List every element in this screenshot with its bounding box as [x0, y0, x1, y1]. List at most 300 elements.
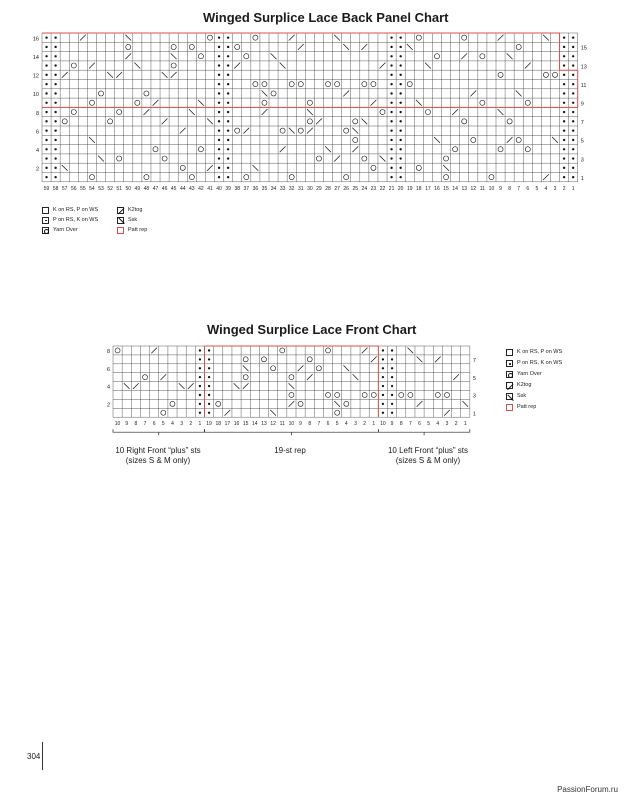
purl-stitch — [208, 394, 210, 396]
stitch-number: 52 — [107, 185, 113, 192]
stitch-number: 58 — [52, 185, 59, 192]
row-number-left: 2 — [35, 166, 39, 173]
yarn-over-stitch — [307, 357, 312, 362]
ssk-symbol-icon — [506, 393, 513, 400]
purl-stitch — [390, 176, 392, 178]
right-front-brace — [113, 429, 205, 432]
purl-stitch — [218, 157, 220, 159]
purl-stitch — [208, 403, 210, 405]
purl-stitch — [218, 111, 220, 113]
purl-stitch — [54, 102, 56, 104]
stitch-number: 2 — [189, 421, 193, 428]
ssk-stitch — [408, 348, 414, 354]
yarn-over-stitch — [435, 392, 440, 397]
stitch-number: 11 — [279, 421, 285, 428]
front-chart-title: Winged Surplice Lace Front Chart — [207, 322, 417, 337]
stitch-number: 15 — [242, 421, 249, 428]
yarn-over-stitch — [380, 110, 385, 115]
yarn-over-stitch — [307, 119, 312, 124]
row-number-left: 8 — [35, 110, 39, 117]
row-number-left: 6 — [35, 129, 39, 136]
k2tog-stitch — [262, 109, 268, 115]
k2tog-stitch — [543, 174, 549, 180]
yarn-over-stitch — [244, 54, 249, 59]
stitch-number: 17 — [224, 421, 231, 428]
purl-stitch — [390, 157, 392, 159]
purl-stitch — [572, 129, 574, 131]
ssk-stitch — [179, 383, 185, 389]
purl-stitch — [382, 349, 384, 351]
purl-stitch — [199, 394, 201, 396]
stitch-number: 31 — [297, 185, 304, 192]
stitch-number: 32 — [288, 185, 295, 192]
stitch-number: 28 — [325, 185, 331, 192]
stitch-number: 5 — [535, 185, 539, 192]
purl-stitch — [391, 403, 393, 405]
yarn-over-stitch — [289, 175, 294, 180]
stitch-number: 1 — [463, 421, 467, 428]
purl-stitch — [45, 139, 47, 141]
purl-stitch — [54, 83, 56, 85]
stitch-number: 56 — [70, 185, 77, 192]
ssk-stitch — [234, 383, 240, 389]
ssk-stitch — [325, 146, 331, 152]
ssk-stitch — [353, 374, 359, 380]
yarn-over-stitch — [498, 72, 503, 77]
yarn-over-stitch — [62, 119, 67, 124]
ssk-stitch — [425, 63, 431, 69]
purl-stitch — [227, 176, 229, 178]
k2tog-stitch — [452, 109, 458, 115]
front-legend — [506, 347, 562, 413]
purl-stitch — [572, 83, 574, 85]
k2tog-stitch — [289, 401, 295, 407]
stitch-number: 39 — [225, 185, 231, 192]
purl-stitch — [563, 83, 565, 85]
stitch-number: 6 — [418, 421, 421, 428]
yarn-over-stitch — [262, 82, 267, 87]
row-number-right: 7 — [472, 358, 476, 365]
k2tog-stitch — [144, 109, 150, 115]
purl-stitch — [45, 83, 47, 85]
yarn-over-symbol-icon — [506, 371, 513, 378]
purl-stitch — [563, 129, 565, 131]
legend-item-ssk: Ssk — [506, 391, 562, 402]
stitch-number: 10 — [380, 421, 386, 428]
purl-stitch — [563, 139, 565, 141]
yarn-over-stitch — [235, 128, 240, 133]
stitch-number: 1 — [571, 185, 575, 192]
purl-stitch — [218, 167, 220, 169]
purl-stitch — [563, 64, 565, 66]
yarn-over-stitch — [126, 44, 131, 49]
purl-stitch — [399, 74, 401, 76]
stitch-number: 24 — [361, 185, 368, 192]
stitch-number: 16 — [233, 421, 240, 428]
purl-stitch — [54, 129, 56, 131]
purl-stitch — [227, 129, 229, 131]
stitch-number: 2 — [562, 185, 566, 192]
yarn-over-stitch — [144, 91, 149, 96]
stitch-number: 3 — [180, 421, 184, 428]
purl-stitch — [391, 358, 393, 360]
purl-stitch — [382, 358, 384, 360]
k2tog-stitch — [307, 374, 313, 380]
k2tog-stitch — [62, 72, 68, 78]
purl-stitch — [218, 46, 220, 48]
yarn-over-stitch — [326, 348, 331, 353]
stitch-number: 16 — [434, 185, 440, 192]
yarn-over-stitch — [344, 401, 349, 406]
purl-stitch — [227, 148, 229, 150]
purl-stitch — [399, 36, 401, 38]
stitch-number: 4 — [436, 421, 440, 428]
yarn-over-stitch — [162, 156, 167, 161]
purl-stitch — [45, 64, 47, 66]
stitch-number: 6 — [526, 185, 530, 192]
k2tog-stitch — [225, 410, 231, 416]
yarn-over-symbol-icon — [42, 227, 49, 234]
yarn-over-stitch — [71, 63, 76, 68]
purl-stitch — [199, 403, 201, 405]
purl-stitch — [54, 64, 56, 66]
purl-stitch — [45, 92, 47, 94]
yarn-over-stitch — [316, 156, 321, 161]
purl-stitch — [399, 64, 401, 66]
yarn-over-stitch — [444, 392, 449, 397]
k2tog-stitch — [298, 44, 304, 50]
yarn-over-stitch — [444, 175, 449, 180]
purl-stitch — [227, 167, 229, 169]
ssk-stitch — [124, 383, 130, 389]
stitch-number: 18 — [215, 421, 222, 428]
stitch-number: 9 — [499, 185, 502, 192]
k2tog-stitch — [234, 63, 240, 69]
row-number-left: 14 — [32, 55, 39, 62]
stitch-number: 6 — [152, 421, 156, 428]
yarn-over-stitch — [289, 82, 294, 87]
purl-stitch — [45, 102, 47, 104]
ssk-stitch — [189, 109, 195, 115]
stitch-number: 7 — [408, 421, 412, 428]
k2tog-stitch — [289, 35, 295, 41]
yarn-over-stitch — [516, 44, 521, 49]
yarn-over-stitch — [307, 100, 312, 105]
stitch-number: 54 — [89, 185, 95, 192]
purl-stitch — [399, 120, 401, 122]
purl-stitch — [399, 111, 401, 113]
left-front-brace — [378, 429, 470, 432]
legend-item-patt-rep: Patt rep — [506, 402, 562, 413]
ssk-stitch — [162, 72, 168, 78]
purl-stitch — [382, 403, 384, 405]
purl-stitch — [399, 55, 401, 57]
purl-stitch — [391, 412, 393, 414]
stitch-number: 9 — [390, 421, 394, 428]
yarn-over-stitch — [271, 366, 276, 371]
row-number-left: 6 — [106, 366, 110, 373]
patt-rep-symbol-icon — [117, 227, 124, 234]
yarn-over-stitch — [198, 147, 203, 152]
stitch-number: 35 — [261, 185, 268, 192]
purl-stitch — [399, 102, 401, 104]
yarn-over-stitch — [371, 165, 376, 170]
stitch-number: 2 — [363, 421, 367, 428]
stitch-number: 20 — [397, 185, 404, 192]
purl-symbol-icon — [506, 360, 513, 367]
purl-stitch — [208, 385, 210, 387]
purl-stitch — [399, 83, 401, 85]
yarn-over-stitch — [344, 128, 349, 133]
purl-stitch — [563, 55, 565, 57]
yarn-over-stitch — [444, 156, 449, 161]
purl-stitch — [218, 176, 220, 178]
ssk-stitch — [462, 401, 468, 407]
ssk-stitch — [98, 156, 104, 162]
ssk-stitch — [334, 401, 340, 407]
yarn-over-stitch — [525, 147, 530, 152]
row-number-left: 8 — [106, 349, 110, 356]
ssk-stitch — [380, 156, 386, 162]
stitch-number: 36 — [252, 185, 259, 192]
k2tog-stitch — [470, 91, 476, 97]
purl-stitch — [572, 64, 574, 66]
yarn-over-stitch — [135, 100, 140, 105]
purl-stitch — [45, 157, 47, 159]
yarn-over-stitch — [189, 44, 194, 49]
purl-stitch — [45, 46, 47, 48]
ssk-stitch — [443, 165, 449, 171]
row-number-right: 11 — [580, 82, 587, 89]
stitch-number: 48 — [143, 185, 150, 192]
row-number-right: 13 — [580, 64, 587, 71]
purl-stitch — [208, 376, 210, 378]
k2tog-stitch — [334, 156, 340, 162]
k2tog-stitch — [243, 128, 249, 134]
yarn-over-stitch — [480, 54, 485, 59]
purl-stitch — [218, 148, 220, 150]
stitch-number: 25 — [352, 185, 359, 192]
stitch-number: 10 — [114, 421, 121, 428]
yarn-over-stitch — [207, 35, 212, 40]
k2tog-stitch — [80, 35, 86, 41]
stitch-number: 5 — [427, 421, 431, 428]
stitch-number: 23 — [370, 185, 377, 192]
purl-stitch — [227, 55, 229, 57]
row-number-left: 10 — [32, 92, 39, 99]
purl-stitch — [390, 111, 392, 113]
row-number-right: 5 — [472, 375, 476, 382]
row-number-left: 2 — [106, 402, 110, 409]
patt-rep-symbol-icon — [506, 404, 513, 411]
purl-stitch — [563, 148, 565, 150]
legend-item-yo: Yarn Over — [42, 225, 98, 235]
yarn-over-stitch — [280, 128, 285, 133]
k2tog-stitch — [435, 357, 441, 363]
k2tog-stitch — [153, 100, 159, 106]
ssk-stitch — [134, 63, 140, 69]
yarn-over-stitch — [89, 100, 94, 105]
k2tog-stitch — [125, 53, 131, 59]
purl-stitch — [227, 92, 229, 94]
purl-stitch — [572, 167, 574, 169]
purl-stitch — [54, 120, 56, 122]
yarn-over-stitch — [117, 110, 122, 115]
legend-item-purl: P on RS, K on WS — [42, 215, 98, 225]
k2tog-stitch — [280, 146, 286, 152]
k2tog-stitch — [89, 63, 95, 69]
k2tog-stitch — [162, 118, 168, 124]
purl-stitch — [218, 102, 220, 104]
row-number-right: 7 — [580, 120, 584, 127]
purl-stitch — [572, 55, 574, 57]
k2tog-stitch — [461, 53, 467, 59]
ssk-stitch — [280, 63, 286, 69]
k2tog-stitch — [188, 383, 194, 389]
stitch-number: 29 — [316, 185, 322, 192]
purl-stitch — [227, 111, 229, 113]
ssk-stitch — [89, 137, 95, 143]
purl-stitch — [208, 412, 210, 414]
yarn-over-stitch — [425, 110, 430, 115]
yarn-over-stitch — [480, 100, 485, 105]
k2tog-stitch — [316, 118, 322, 124]
purl-stitch — [227, 83, 229, 85]
ssk-stitch — [252, 165, 258, 171]
stitch-number: 40 — [216, 185, 222, 192]
purl-stitch — [54, 176, 56, 178]
purl-stitch — [54, 36, 56, 38]
row-number-right: 3 — [580, 157, 584, 164]
stitch-number: 37 — [243, 185, 250, 192]
row-number-right: 3 — [472, 393, 476, 400]
purl-stitch — [563, 74, 565, 76]
purl-stitch — [390, 74, 392, 76]
stitch-number: 45 — [170, 185, 177, 192]
purl-stitch — [45, 120, 47, 122]
ssk-stitch — [243, 365, 249, 371]
knit-symbol-icon — [42, 207, 49, 214]
ssk-stitch — [352, 128, 358, 134]
ssk-stitch — [343, 365, 349, 371]
ssk-symbol-icon — [117, 217, 124, 224]
yarn-over-stitch — [407, 82, 412, 87]
stitch-number: 7 — [317, 421, 321, 428]
yarn-over-stitch — [298, 128, 303, 133]
ssk-stitch — [498, 109, 504, 115]
stitch-number: 44 — [179, 185, 186, 192]
purl-stitch — [45, 129, 47, 131]
stitch-number: 51 — [116, 185, 122, 192]
ssk-stitch — [417, 357, 423, 363]
stitch-number: 22 — [379, 185, 386, 192]
purl-stitch — [572, 120, 574, 122]
ssk-stitch — [543, 35, 549, 41]
stitch-number: 9 — [299, 421, 302, 428]
stitch-number: 38 — [234, 185, 241, 192]
rep-brace — [205, 429, 379, 432]
yarn-over-stitch — [371, 82, 376, 87]
purl-stitch — [227, 46, 229, 48]
left-front-plus-label: 10 Left Front “plus” sts (sizes S & M only) — [387, 446, 469, 465]
purl-stitch — [199, 412, 201, 414]
purl-stitch — [227, 139, 229, 141]
yarn-over-stitch — [115, 348, 120, 353]
page-rule — [42, 742, 43, 770]
legend-item-yo: Yarn Over — [506, 369, 562, 380]
yarn-over-stitch — [244, 175, 249, 180]
purl-stitch — [572, 157, 574, 159]
yarn-over-stitch — [71, 110, 76, 115]
stitch-number: 49 — [134, 185, 141, 192]
yarn-over-stitch — [298, 82, 303, 87]
yarn-over-stitch — [552, 72, 557, 77]
page-number: 304 — [27, 752, 41, 761]
k2tog-stitch — [243, 383, 249, 389]
watermark: PassionForum.ru — [557, 785, 618, 794]
purl-stitch — [390, 92, 392, 94]
stitch-number: 19 — [206, 421, 212, 428]
yarn-over-stitch — [516, 137, 521, 142]
k2tog-symbol-icon — [117, 207, 124, 214]
purl-stitch — [227, 157, 229, 159]
row-number-left: 12 — [32, 73, 39, 80]
stitch-number: 12 — [270, 421, 276, 428]
stitch-number: 14 — [252, 421, 258, 428]
yarn-over-stitch — [144, 175, 149, 180]
stitch-number: 8 — [508, 185, 512, 192]
yarn-over-stitch — [543, 72, 548, 77]
yarn-over-stitch — [280, 348, 285, 353]
purl-stitch — [563, 92, 565, 94]
k2tog-symbol-icon — [506, 382, 513, 389]
k2tog-stitch — [180, 128, 186, 134]
yarn-over-stitch — [335, 82, 340, 87]
k2tog-stitch — [362, 348, 368, 354]
k2tog-stitch — [498, 35, 504, 41]
yarn-over-stitch — [362, 392, 367, 397]
purl-stitch — [45, 111, 47, 113]
stitch-number: 4 — [544, 185, 548, 192]
purl-stitch — [563, 167, 565, 169]
ssk-stitch — [307, 109, 313, 115]
yarn-over-stitch — [335, 410, 340, 415]
purl-stitch — [399, 139, 401, 141]
stitch-number: 34 — [270, 185, 277, 192]
k2tog-stitch — [361, 44, 367, 50]
legend-item-purl: P on RS, K on WS — [506, 358, 562, 369]
purl-stitch — [390, 36, 392, 38]
yarn-over-stitch — [362, 156, 367, 161]
stitch-number: 9 — [125, 421, 129, 428]
purl-stitch — [227, 102, 229, 104]
purl-stitch — [391, 349, 393, 351]
row-number-right: 15 — [580, 45, 587, 52]
stitch-number: 50 — [125, 185, 132, 192]
purl-stitch — [199, 376, 201, 378]
stitch-number: 17 — [425, 185, 431, 192]
purl-stitch — [54, 46, 56, 48]
ssk-stitch — [289, 383, 295, 389]
purl-stitch — [208, 367, 210, 369]
stitch-number: 5 — [161, 421, 165, 428]
yarn-over-stitch — [326, 392, 331, 397]
k2tog-stitch — [380, 63, 386, 69]
purl-stitch — [199, 358, 201, 360]
purl-stitch — [227, 36, 229, 38]
stitch-number: 55 — [80, 185, 86, 192]
yarn-over-stitch — [489, 175, 494, 180]
